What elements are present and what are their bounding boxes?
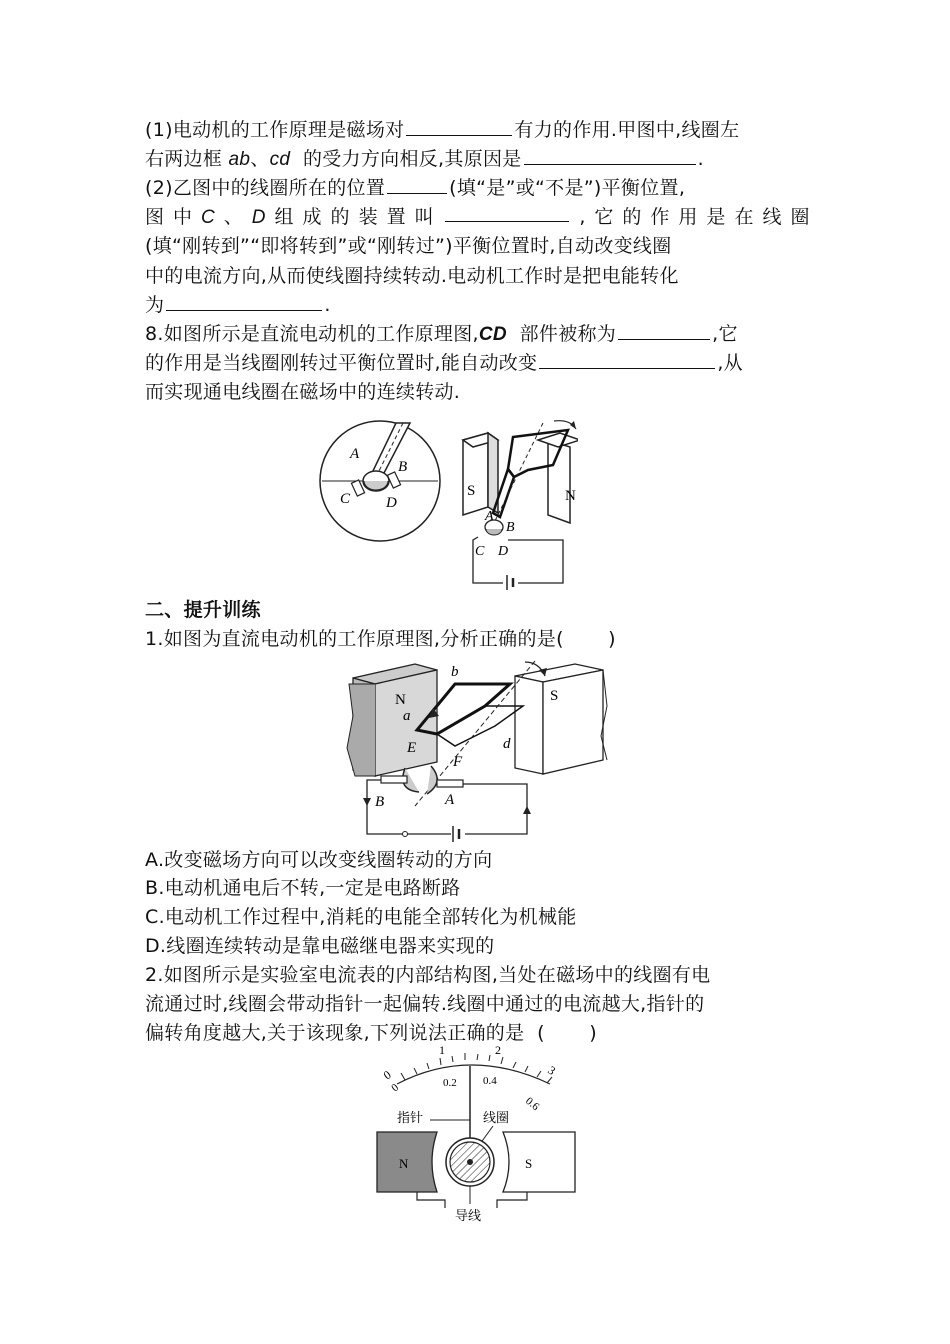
- text: 右两边框: [145, 148, 223, 170]
- label-pointer: 指针: [397, 1110, 424, 1125]
- text: 作: [650, 206, 670, 228]
- var-ab: ab: [228, 149, 251, 170]
- label-A: A: [350, 446, 360, 462]
- text: (1)电动机的工作原理是磁场对: [145, 119, 405, 141]
- q7-part2-line5: [145, 291, 810, 320]
- text: 中: [173, 206, 193, 228]
- text: .: [697, 148, 704, 170]
- text: ): [608, 628, 616, 650]
- q8-motor-figure: [318, 415, 578, 590]
- text: 部件被称为: [519, 323, 617, 345]
- text: 的: [622, 206, 642, 228]
- text: 偏转角度越大,关于该现象,下列说法正确的是: [145, 1022, 525, 1044]
- text: 置: [386, 206, 406, 228]
- q8-line2: [145, 349, 810, 378]
- tick-small-02: 0.2: [443, 1077, 457, 1089]
- text: 的作用是当线圈刚转过平衡位置时,能自动改变: [145, 352, 538, 374]
- q7-part1-line1: [145, 116, 810, 145]
- text: 在: [734, 206, 754, 228]
- magnet-N: N: [565, 488, 576, 504]
- label-b: b: [451, 664, 459, 680]
- p1-option-a[interactable]: A.改变磁场方向可以改变线圈转动的方向: [145, 849, 493, 871]
- p2-ammeter-figure: [375, 1044, 580, 1224]
- label-B2: B: [506, 520, 515, 535]
- label-coil: 线圈: [483, 1110, 510, 1125]
- label-N: N: [399, 1156, 409, 1171]
- text: 图: [145, 206, 165, 228]
- magnet-N: N: [395, 692, 406, 708]
- var-CD: CD: [478, 324, 507, 345]
- q7-part2-line4: 中的电流方向,从而使线圈持续转动.电动机工作时是把电能转化: [145, 265, 679, 287]
- tick-small-04: 0.4: [483, 1075, 497, 1087]
- text: 、: [223, 206, 244, 228]
- text: (2)乙图中的线圈所在的位置: [145, 177, 386, 199]
- p2-line1: 2.如图所示是实验室电流表的内部结构图,当处在磁场中的线圈有电: [145, 964, 711, 986]
- answer-blank[interactable]: [618, 321, 710, 340]
- var-D: D: [251, 207, 266, 228]
- tick-big-3: 3: [545, 1062, 559, 1078]
- text: 的受力方向相反,其原因是: [302, 148, 522, 170]
- text: 叫: [414, 206, 434, 228]
- p1-motor-figure: [345, 656, 610, 844]
- label-d: d: [503, 736, 511, 752]
- answer-blank[interactable]: [406, 117, 512, 136]
- text: 8.如图所示是直流电动机的工作原理图,: [145, 323, 479, 345]
- p1-option-d[interactable]: D.线圈连续转动是靠电磁继电器来实现的: [145, 935, 495, 957]
- p1-option-b[interactable]: B.电动机通电后不转,一定是电路断路: [145, 877, 461, 899]
- text: 成: [302, 206, 322, 228]
- q8-line1: [145, 320, 810, 349]
- label-C: C: [340, 491, 351, 507]
- label-a: a: [403, 708, 411, 724]
- answer-blank[interactable]: [387, 175, 447, 194]
- text: 圈: [790, 206, 810, 228]
- text: 它: [594, 206, 614, 228]
- text: 线: [762, 206, 782, 228]
- dial-ticks: [401, 1053, 552, 1083]
- label-C2: C: [475, 544, 485, 559]
- text: ,从: [717, 352, 743, 374]
- text: (填“是”或“不是”)平衡位置,: [449, 177, 686, 199]
- var-cd: cd: [269, 149, 291, 170]
- magnet-S: S: [550, 688, 559, 704]
- text: 1.如图为直流电动机的工作原理图,分析正确的是(: [145, 628, 564, 650]
- text: 有力的作用.甲图中,线圈左: [514, 119, 740, 141]
- answer-blank[interactable]: [445, 203, 569, 222]
- label-D: D: [386, 495, 397, 511]
- q7-part2-line1: [145, 174, 810, 203]
- var-C: C: [201, 207, 216, 228]
- text: 装: [358, 206, 378, 228]
- tick-small-06: 0.6: [523, 1095, 542, 1114]
- label-wire: 导线: [455, 1208, 482, 1223]
- section-title: 二、提升训练: [145, 599, 261, 621]
- label-E: E: [407, 740, 417, 756]
- text: ,它: [712, 323, 738, 345]
- q8-line3: 而实现通电线圈在磁场中的连续转动.: [145, 381, 461, 403]
- text: 的: [330, 206, 350, 228]
- tick-small-0: 0: [389, 1081, 402, 1095]
- text: (: [537, 1022, 545, 1044]
- tick-big-0: 0: [380, 1067, 394, 1083]
- text: 是: [706, 206, 726, 228]
- tick-big-2: 2: [495, 1044, 501, 1057]
- p2-line2: 流通过时,线圈会带动指针一起偏转.线圈中通过的电流越大,指针的: [145, 993, 705, 1015]
- text: ,: [579, 206, 586, 228]
- q7-part1-line2: [145, 145, 810, 174]
- text: ): [589, 1022, 597, 1044]
- label-A: A: [445, 792, 455, 808]
- answer-blank[interactable]: [524, 146, 696, 165]
- label-F: F: [453, 754, 463, 770]
- label-B: B: [398, 459, 408, 475]
- label-B: B: [375, 794, 385, 810]
- answer-blank[interactable]: [539, 350, 715, 369]
- pole-S: [503, 1132, 575, 1192]
- text: 、: [250, 148, 270, 170]
- text: 组: [274, 206, 294, 228]
- label-D2: D: [498, 544, 509, 559]
- tick-big-1: 1: [439, 1044, 445, 1057]
- label-A2: A: [485, 509, 494, 524]
- q7-part2-line2: [145, 203, 810, 232]
- p1-option-c[interactable]: C.电动机工作过程中,消耗的电能全部转化为机械能: [145, 906, 577, 928]
- text: .: [324, 294, 331, 316]
- magnet-S: S: [467, 483, 476, 499]
- label-S: S: [525, 1156, 533, 1171]
- text: 为: [145, 294, 165, 316]
- p1-stem: [145, 625, 810, 654]
- answer-blank[interactable]: [166, 292, 322, 311]
- q7-part2-line3: (填“刚转到”“即将转到”或“刚转过”)平衡位置时,自动改变线圈: [145, 235, 672, 257]
- text: 用: [678, 206, 698, 228]
